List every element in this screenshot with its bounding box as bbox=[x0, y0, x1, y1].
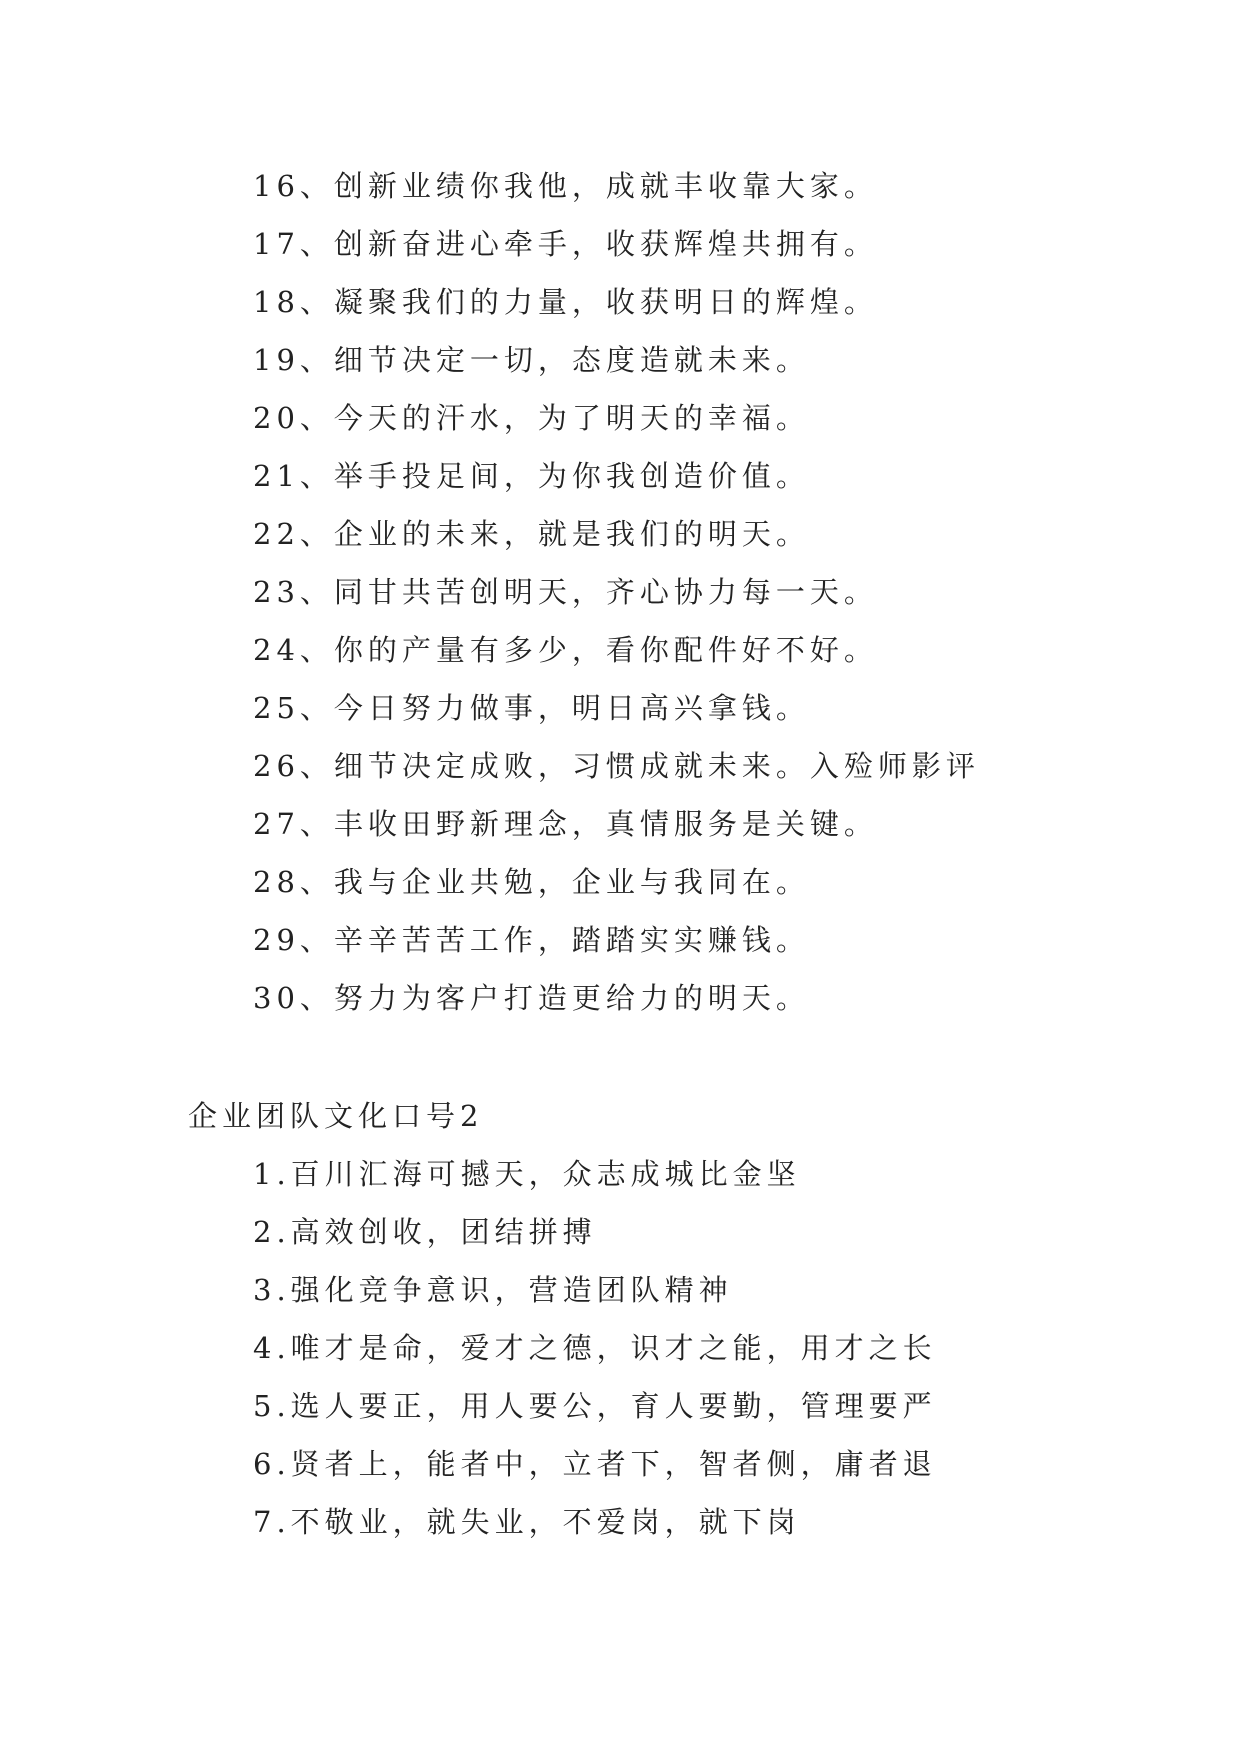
section-heading: 企业团队文化口号2 bbox=[188, 1099, 484, 1133]
list-item: 29、辛辛苦苦工作，踏踏实实赚钱。 bbox=[253, 923, 810, 957]
slogan-list-2 bbox=[253, 1145, 937, 1551]
list-item: 27、丰收田野新理念，真情服务是关键。 bbox=[253, 807, 878, 841]
list-item: 28、我与企业共勉，企业与我同在。 bbox=[253, 865, 810, 899]
list-item: 22、企业的未来，就是我们的明天。 bbox=[253, 517, 810, 551]
list-item: 7.不敬业，就失业，不爱岗，就下岗 bbox=[253, 1505, 801, 1539]
list-item: 3.强化竞争意识，营造团队精神 bbox=[253, 1273, 733, 1307]
list-item: 21、举手投足间，为你我创造价值。 bbox=[253, 459, 810, 493]
list-item: 17、创新奋进心牵手，收获辉煌共拥有。 bbox=[253, 227, 878, 261]
list-item: 18、凝聚我们的力量，收获明日的辉煌。 bbox=[253, 285, 878, 319]
list-item: 26、细节决定成败，习惯成就未来。入殓师影评 bbox=[253, 749, 980, 783]
slogan-list-1 bbox=[253, 157, 980, 1027]
list-item: 24、你的产量有多少，看你配件好不好。 bbox=[253, 633, 878, 667]
list-item: 19、细节决定一切，态度造就未来。 bbox=[253, 343, 810, 377]
list-item: 16、创新业绩你我他，成就丰收靠大家。 bbox=[253, 169, 878, 203]
list-item: 6.贤者上，能者中，立者下，智者侧，庸者退 bbox=[253, 1447, 937, 1481]
list-item: 2.高效创收，团结拼搏 bbox=[253, 1215, 597, 1249]
list-item: 23、同甘共苦创明天，齐心协力每一天。 bbox=[253, 575, 878, 609]
list-item: 20、今天的汗水，为了明天的幸福。 bbox=[253, 401, 810, 435]
list-item: 30、努力为客户打造更给力的明天。 bbox=[253, 981, 810, 1015]
list-item: 4.唯才是命，爱才之德，识才之能，用才之长 bbox=[253, 1331, 937, 1365]
list-item: 5.选人要正，用人要公，育人要勤，管理要严 bbox=[253, 1389, 937, 1423]
list-item: 25、今日努力做事，明日高兴拿钱。 bbox=[253, 691, 810, 725]
list-item: 1.百川汇海可撼天，众志成城比金坚 bbox=[253, 1157, 801, 1191]
